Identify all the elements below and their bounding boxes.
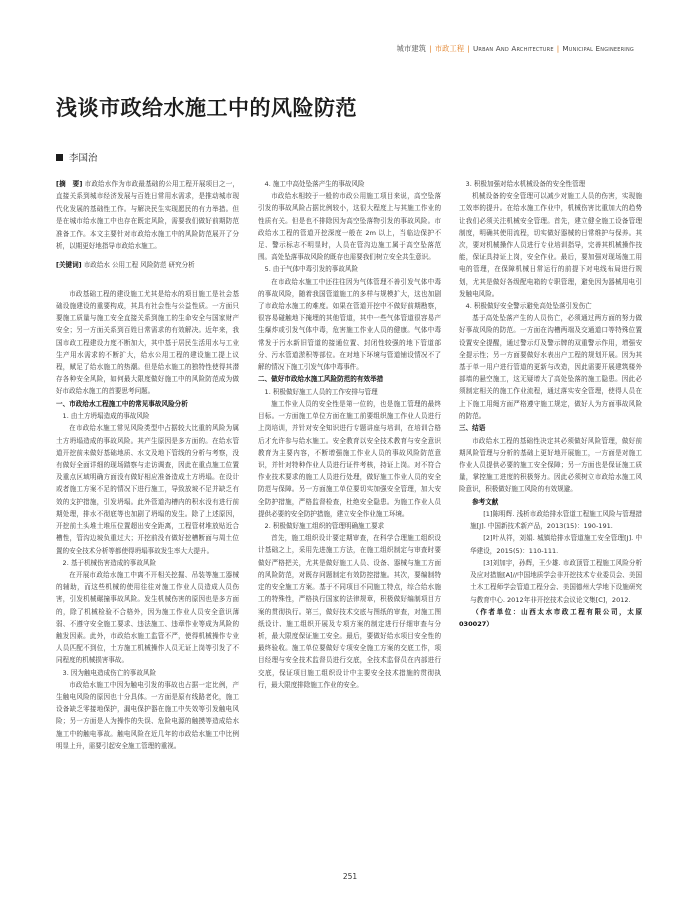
section-1-heading: 一、市政给水工程施工中的常见事故风险分析	[56, 399, 188, 408]
intro-paragraph: 市政基础工程的建设施工尤其是给水的项目施工是社会基础设施建设的重要构成，其具有社会性与公益性质。一方面只要施工质量与施工安全直接关系到施工的生命安全与国家财产安全；另一方面关系到百姓日常需求的有效解决。近年来，我国市政工程建设力度不断加大，其中基于居民生活用水与工业生产用水需求的不断扩大，给水公用工程的建设施工提上议程，赋足了给水施工的热潮。但是给水施工的独特性使得其潜存各种安全风险，如何最大限度做好施工中的风险防范成为做好市政给水施工的首要思考问题。	[56, 289, 239, 396]
subsection-1-3-body: 市政给水施工中因为触电引发的事故也占据一定比例，产生触电风险的原因也十分具体。一方面是原有线路老化，施工设备缺乏零接地保护，漏电保护器在施工中失效等引发触电风险；另一方面是人为操作的失误、危险电源的触摸等造成给水施工中的触电事故。触电风险在近几年的市政给水施工中比例明显上升，需要引起安全施工管理的重视。	[56, 680, 239, 750]
running-header	[397, 44, 634, 54]
page-number: 251	[342, 872, 358, 881]
author-name: 李国治	[69, 153, 98, 164]
abstract-text: 市政给水作为市政最基础的公用工程开展项目之一，直接关系到城市经济发展与百姓日常用水需求，是推动城市现代化发展的基础性工作。与解决民生实现愿民的有力举措。但是在城市给水施工中也存在既定风险，需要我们做好前期防范准备工作。本文主要针对市政给水施工中的风险防范展开了分析，以期更好地指导市政给水施工。	[56, 180, 239, 251]
conclusion-body: 市政给水工程的基础性决定其必须做好风险管理，做好前期风险管理与分析的基础上更好地开展施工，一方面是对施工作业人员提供必要的施工安全保障；另一方面也是保证施工质量，掌控施工进度的积极努力。因此必须树立市政给水施工风险意识，积极做好施工风险的有效规避。	[459, 436, 642, 494]
subsection-1-1-heading: 1. 由土方坍塌造成的事故风险	[62, 412, 150, 421]
keywords-label: [关键词]	[56, 261, 82, 270]
square-bullet-icon	[56, 154, 63, 161]
header-separator: |	[556, 44, 560, 53]
column-3	[459, 178, 642, 631]
subsection-2-3-heading: 3. 积极加强对给水机械设备的安全性管理	[465, 180, 586, 188]
subsection-1-1-body: 在市政给水施工常见风险类型中占据较大比重的风险为属土方坍塌造成的事故风险。其产生原因是多方面的。在给水管道开挖前未做好基础地质、水文及地下管线的分析与考察，没有做好全面详细的现场踏察与走访调查，因此在重点施工位置及重点区域明确方面没有做好相应准备造成土方坍塌。在设计或者施工方案不足的情况下进行施工，导致放坡不足并缺乏有效的支护措施，引发坍塌。此外管道沟槽内的积水没有进行前期处理，排水不彻底等也加剧了坍塌的发生。除了上述原因，开挖前土头堆土堆压位置超出安全距离，工程管材堆放贴近合槽性，管沟边坡负重过大；开挖前没有做好挖槽断面与周土位置的安全技术分析等都使得坍塌事故发生率大大提升。	[56, 424, 239, 555]
author-affiliation: （作者单位：山西太水市政工程有限公司，太原 030027）	[459, 607, 642, 629]
article-title: 浅谈市政给水施工中的风险防范	[56, 96, 357, 120]
abstract-label: [摘 要]	[56, 180, 83, 188]
header-subsection-en: Municipal Engineering	[562, 44, 634, 53]
subsection-2-3-body: 机械设备的安全管理可以减少对施工人员的伤害，实现施工效率的提升。在给水施工作业中，机械伤害比重加大的趋势让我们必须关注机械安全管理。首先，建立健全施工设备管理制度，明确其使用流程，切实做好器械的日常维护与保养。其次，要对机械操作人员进行专业培训指导，完善其机械操作技能，保证具持证上岗，安全作业。最后，要加强对现场施工用电的管理，在保障机械日常运行的前提下对电线布局进行规划，尤其是做好各级配电箱的专职管理，避免因为器械用电引发触电风险。	[459, 192, 642, 298]
subsection-1-4-heading: 4. 施工中高处坠落产生的事故风险	[264, 180, 365, 188]
references-heading: 参考文献	[472, 497, 499, 506]
reference-item: [3]刘加宇，孙辉，王少雄. 市政顶管工程施工风险分析及应对措施[A]//中国地质学会非开挖技术专业委员会、美国土木工程师学会管道工程分会、美国德州大学地下设施研究与教育中心. 2012年非开挖技术会议论文集[C]，2012.	[470, 558, 642, 604]
header-separator: |	[429, 44, 432, 53]
subsection-2-4-heading: 4. 积极做好安全警示避免高处坠落引发伤亡	[465, 302, 592, 311]
keywords	[56, 259, 239, 271]
subsection-2-2-heading: 2. 积极做好施工组织的管理明确施工要求	[264, 522, 385, 531]
subsection-1-5-body: 在市政给水施工中还往往因为气体管理不善引发气体中毒的事故风险，随着我国管道施工的多样与规模扩大，这也加剧了市政给水施工的难度。如果在管道开挖中不做好前期勘察，很容易碰触地下掩埋的其他管道，其中一些气体管道很容易产生爆炸或引发气体中毒，危害施工作业人员的健康。气体中毒常发于污水新旧管道的接通位置、封闭性较强的地下管道部分、污水管道淤积等部位。在对地下环境与管道铺设情况不了解的情况下施工引发气体中毒事件。	[258, 277, 441, 372]
subsection-1-2-heading: 2. 基于机械伤害造成的事故风险	[62, 558, 156, 567]
header-subsection-zh: 市政工程	[434, 44, 465, 53]
reference-item: [2]叶从祥，刘娟. 城镇给排水管道施工安全管理[J]. 中华建设，2015(5)：110-111.	[470, 534, 642, 555]
subsection-1-4-body: 市政给水相较于一般的市政公用施工项目来说，高空坠落引发的事故风险占据比例较小，这很大程度上与其施工作业的性质有关。但是也不排除因为高空坠落物引发的事故风险。市政给水工程的管道开挖深度一般在 2m 以上，当临边保护不足、警示标志不明显时，人员在管沟边施工属于高空坠落范围。高处坠落事故风险的既存也需要我们树立安全共生意识。	[258, 192, 441, 262]
header-section-zh: 城市建筑	[396, 44, 427, 53]
subsection-1-5-heading: 5. 由于气体中毒引发的事故风险	[264, 265, 358, 274]
abstract	[56, 178, 239, 252]
section-3-heading: 三、结语	[459, 424, 486, 433]
subsection-1-2-body: 在开展市政给水施工中离不开相关挖掘、吊装等施工器械的辅助，而这些机械的使用往往对施工作业人员造成人员伤害，引发机械碾撞事故风险。发生机械伤害的原因也是多方面的，除了机械检验不合格外，因为施工作业人员安全意识薄弱、不遵守安全施工要求、违法施工、违章作业等成为风险的触发因素。此外，市政给水施工监管不严，使得机械操作专业人员匹配不到位，土方施工机械操作人员无证上岗等引发了不同程度的机械损害事故。	[56, 570, 239, 665]
header-separator: |	[467, 44, 470, 53]
keywords-text: 市政给水 公用工程 风险防范 研究分析	[83, 261, 195, 270]
author-line	[56, 150, 98, 164]
subsection-2-4-body: 基于高处坠落产生的人员伤亡，必须通过两方面的努力做好事故风险的防范。一方面在沟槽两端及交通道口等特殊位置设置安全提醒，通过警示灯及警示牌的双重警示作用，增强安全提示性；另一方面要做好水表出户工程的规划开展。因为其基于单一用户进行管道的更新与改造，因此需要开展建筑楼外部墙的悬空施工，这无疑增大了高处坠落的施工隐患。因此必须制定相关的施工作业流程，通过落实安全管理，使得人员在上下施工用绳方面严格遵守施工规定，做好人为方面事故风险的防范。	[459, 314, 642, 420]
subsection-2-1-heading: 1. 积极做好施工人员的工作安排与管理	[264, 387, 378, 396]
column-2	[258, 178, 441, 691]
column-1	[56, 178, 239, 752]
section-2-heading: 二、做好市政给水施工风险防范的有效举措	[258, 375, 384, 384]
subsection-1-3-heading: 3. 因为触电造成伤亡的事故风险	[62, 668, 156, 677]
reference-item: [1]陈明辉. 浅析市政给排水管道工程施工风险与管理措施[J]. 中国新技术新产品，2013(15)：190-191.	[470, 510, 642, 531]
subsection-2-1-body: 施工作业人员的安全性是第一位的，也是施工管理的最终目标。一方面施工单位方面在施工前要组织施工作业人员进行上岗培训，并针对安全知识进行专题讲座与培训，在培训合格后才允许参与给水施工。安全教育以安全技术教育与安全意识教育为主要内容，不断增强施工作业人员的事故风险防范意识，并针对特种作业人员进行证件考核，持证上岗。对不符合作业技术要求的施工人员进行处理，做好施工作业人员的安全防范与保障。另一方面施工单位要切实加强安全管理，加大安全防护措施，严格监督检查，杜绝安全隐患。为施工作业人员提供必要的安全防护措施，建立安全作业施工环境。	[258, 400, 441, 518]
subsection-2-2-body: 首先，施工组织设计要定期审查，在科学合理施工组织设计基础之上，采用先进施工方法，在施工组织制定与审查时要做好严格把关，尤其是做好施工人员、设备、器械与施工方面的风险防范，对既存问题制定有效防控措施。其次，要编制特定的安全施工方案。基于不同项目不同施工特点，综合给水施工的特殊性，严格执行国家的法律规章，积极做好编制项目方案的贯彻执行。第三，做好技术交底与图纸的审查，对施工图纸设计、施工组织开展及专项方案的制定进行仔细审查与分析，最大限度保证施工安全。最后，要做好给水项目安全性的最终验收。施工单位要做好专项安全施工方案的交底工作，项目经理与安全技术监督员进行交底，全技术监督员在内部进行交底，保证项目施工组织设计中主要安全技术措施的贯彻执行，最大限度排除施工作业的安全。	[258, 534, 441, 689]
header-section-en: Urban And Architecture	[472, 44, 554, 53]
